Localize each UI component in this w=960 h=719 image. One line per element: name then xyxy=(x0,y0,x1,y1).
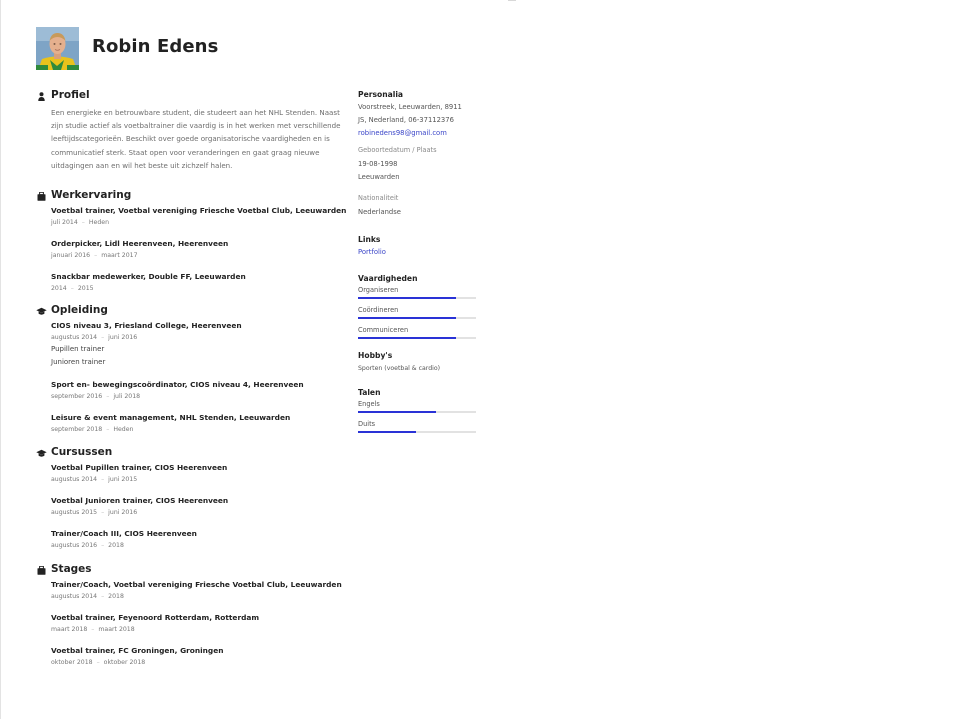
internship-entry xyxy=(51,612,346,635)
briefcase-icon xyxy=(36,192,47,201)
address-line: Voorstreek, Leeuwarden, 8911 xyxy=(358,103,462,111)
entry-date: september 2018 – Heden xyxy=(51,426,134,434)
languages-block xyxy=(358,387,478,433)
section-title: Stages xyxy=(51,563,92,576)
work-entry xyxy=(51,238,346,261)
hobbies-text: Sporten (voetbal & cardio) xyxy=(358,365,441,372)
section-header xyxy=(36,446,346,462)
education-entry xyxy=(51,320,346,369)
skill-label: Organiseren xyxy=(358,286,399,294)
languages-list xyxy=(358,399,478,433)
main-column xyxy=(36,89,346,678)
section-stages xyxy=(36,563,346,668)
entry-date: 2014 – 2015 xyxy=(51,285,94,293)
entry-title: Trainer/Coach, Voetbal vereniging Friesche Voetbal Club, Leeuwarden xyxy=(51,580,342,590)
entry-note: Junioren trainer xyxy=(51,358,106,367)
internship-entry xyxy=(51,645,346,668)
entry-title: Orderpicker, Lidl Heerenveen, Heerenveen xyxy=(51,239,229,249)
entry-date: oktober 2018 – oktober 2018 xyxy=(51,659,146,667)
skill-level-bar xyxy=(358,317,476,319)
section-title: Opleiding xyxy=(51,304,108,317)
portfolio-link[interactable]: Portfolio xyxy=(358,248,386,256)
section-header xyxy=(36,89,346,105)
entry-date: augustus 2014 – juni 2016 xyxy=(51,334,138,342)
language-label: Engels xyxy=(358,400,380,408)
section-header xyxy=(36,189,346,205)
skill xyxy=(358,305,478,319)
languages-title: Talen xyxy=(358,388,381,397)
entry-title: Voetbal trainer, Voetbal vereniging Friesche Voetbal Club, Leeuwarden xyxy=(51,206,347,216)
skill-label: Communiceren xyxy=(358,326,409,334)
candidate-name: Robin Edens xyxy=(92,36,219,57)
address-line: JS, Nederland, 06-37112376 xyxy=(358,116,454,124)
skills-block xyxy=(358,273,478,339)
personalia-block xyxy=(358,89,478,219)
entry-date: juli 2014 – Heden xyxy=(51,219,110,227)
entry-title: Trainer/Coach III, CIOS Heerenveen xyxy=(51,529,197,539)
section-title: Cursussen xyxy=(51,446,113,459)
hobbies-title: Hobby's xyxy=(358,351,393,360)
briefcase-icon xyxy=(36,566,47,575)
course-entry xyxy=(51,495,346,518)
language xyxy=(358,399,478,413)
birth-place: Leeuwarden xyxy=(358,173,400,181)
skills-title: Vaardigheden xyxy=(358,274,418,283)
education-entry xyxy=(51,379,346,402)
language-level-bar xyxy=(358,411,476,413)
course-entry xyxy=(51,528,346,551)
entry-date: januari 2016 – maart 2017 xyxy=(51,252,138,260)
page-edge xyxy=(0,0,1,719)
person-icon xyxy=(36,92,47,101)
nationality: Nederlandse xyxy=(358,208,401,216)
profile-text: Een energieke en betrouwbare student, die studeert aan het NHL Stenden. Naast zijn studie actief als voetbaltrainer die vaardig is in het werken met verschillende leeftijdscategorieën. Beschikt over goede organisatorische vaardigheden en is communicatief sterk. Staat open voor veranderingen en gaat graag nieuwe uitdagingen aan en wil het beste uit zichzelf halen. xyxy=(51,108,341,170)
work-entry xyxy=(51,271,346,294)
skill-level-fill xyxy=(358,337,456,339)
language-level-bar xyxy=(358,431,476,433)
section-profiel xyxy=(36,89,346,172)
entry-title: Leisure & event management, NHL Stenden, Leeuwarden xyxy=(51,413,291,423)
language-level-fill xyxy=(358,411,436,413)
skills-list xyxy=(358,285,478,339)
section-header xyxy=(36,304,346,320)
entry-title: Voetbal trainer, FC Groningen, Groningen xyxy=(51,646,224,656)
entry-title: Voetbal Junioren trainer, CIOS Heerenveen xyxy=(51,496,229,506)
entry-title: CIOS niveau 3, Friesland College, Heerenveen xyxy=(51,321,242,331)
education-entry xyxy=(51,412,346,435)
links-block xyxy=(358,234,478,259)
birth-label: Geboortedatum / Plaats xyxy=(358,146,437,154)
entry-title: Voetbal Pupillen trainer, CIOS Heerenveen xyxy=(51,463,228,473)
graduation-cap-icon xyxy=(36,307,47,316)
course-entry xyxy=(51,462,346,485)
skill-level-fill xyxy=(358,317,456,319)
section-title: Werkervaring xyxy=(51,189,132,202)
entry-date: september 2016 – juli 2018 xyxy=(51,393,141,401)
entry-title: Snackbar medewerker, Double FF, Leeuwarden xyxy=(51,272,246,282)
sidebar xyxy=(358,89,478,439)
skill-level-bar xyxy=(358,337,476,339)
birth-date: 19-08-1998 xyxy=(358,160,398,168)
personalia-title: Personalia xyxy=(358,90,404,99)
graduation-cap-icon xyxy=(36,449,47,458)
skill-label: Coördineren xyxy=(358,306,399,314)
entry-date: maart 2018 – maart 2018 xyxy=(51,626,135,634)
top-divider xyxy=(508,0,516,1)
work-entry xyxy=(51,205,346,228)
language xyxy=(358,419,478,433)
section-title: Profiel xyxy=(51,89,90,101)
language-level-fill xyxy=(358,431,416,433)
nationality-label: Nationaliteit xyxy=(358,194,399,202)
skill xyxy=(358,285,478,299)
hobbies-block xyxy=(358,350,478,375)
entry-date: augustus 2014 – juni 2015 xyxy=(51,476,138,484)
skill-level-fill xyxy=(358,297,456,299)
entry-date: augustus 2014 – 2018 xyxy=(51,593,124,601)
internship-entry xyxy=(51,579,346,602)
entry-note: Pupillen trainer xyxy=(51,345,105,354)
entry-date: augustus 2015 – juni 2016 xyxy=(51,509,138,517)
section-opleiding xyxy=(36,304,346,435)
skill-level-bar xyxy=(358,297,476,299)
language-label: Duits xyxy=(358,420,376,428)
entry-title: Sport en- bewegingscoördinator, CIOS niveau 4, Heerenveen xyxy=(51,380,304,390)
skill xyxy=(358,325,478,339)
links-title: Links xyxy=(358,235,381,244)
section-cursussen xyxy=(36,446,346,551)
entry-title: Voetbal trainer, Feyenoord Rotterdam, Rotterdam xyxy=(51,613,260,623)
email-link[interactable]: robinedens98@gmail.com xyxy=(358,129,447,137)
avatar xyxy=(36,27,79,70)
section-header xyxy=(36,563,346,579)
section-werkervaring xyxy=(36,189,346,294)
entry-date: augustus 2016 – 2018 xyxy=(51,542,124,550)
